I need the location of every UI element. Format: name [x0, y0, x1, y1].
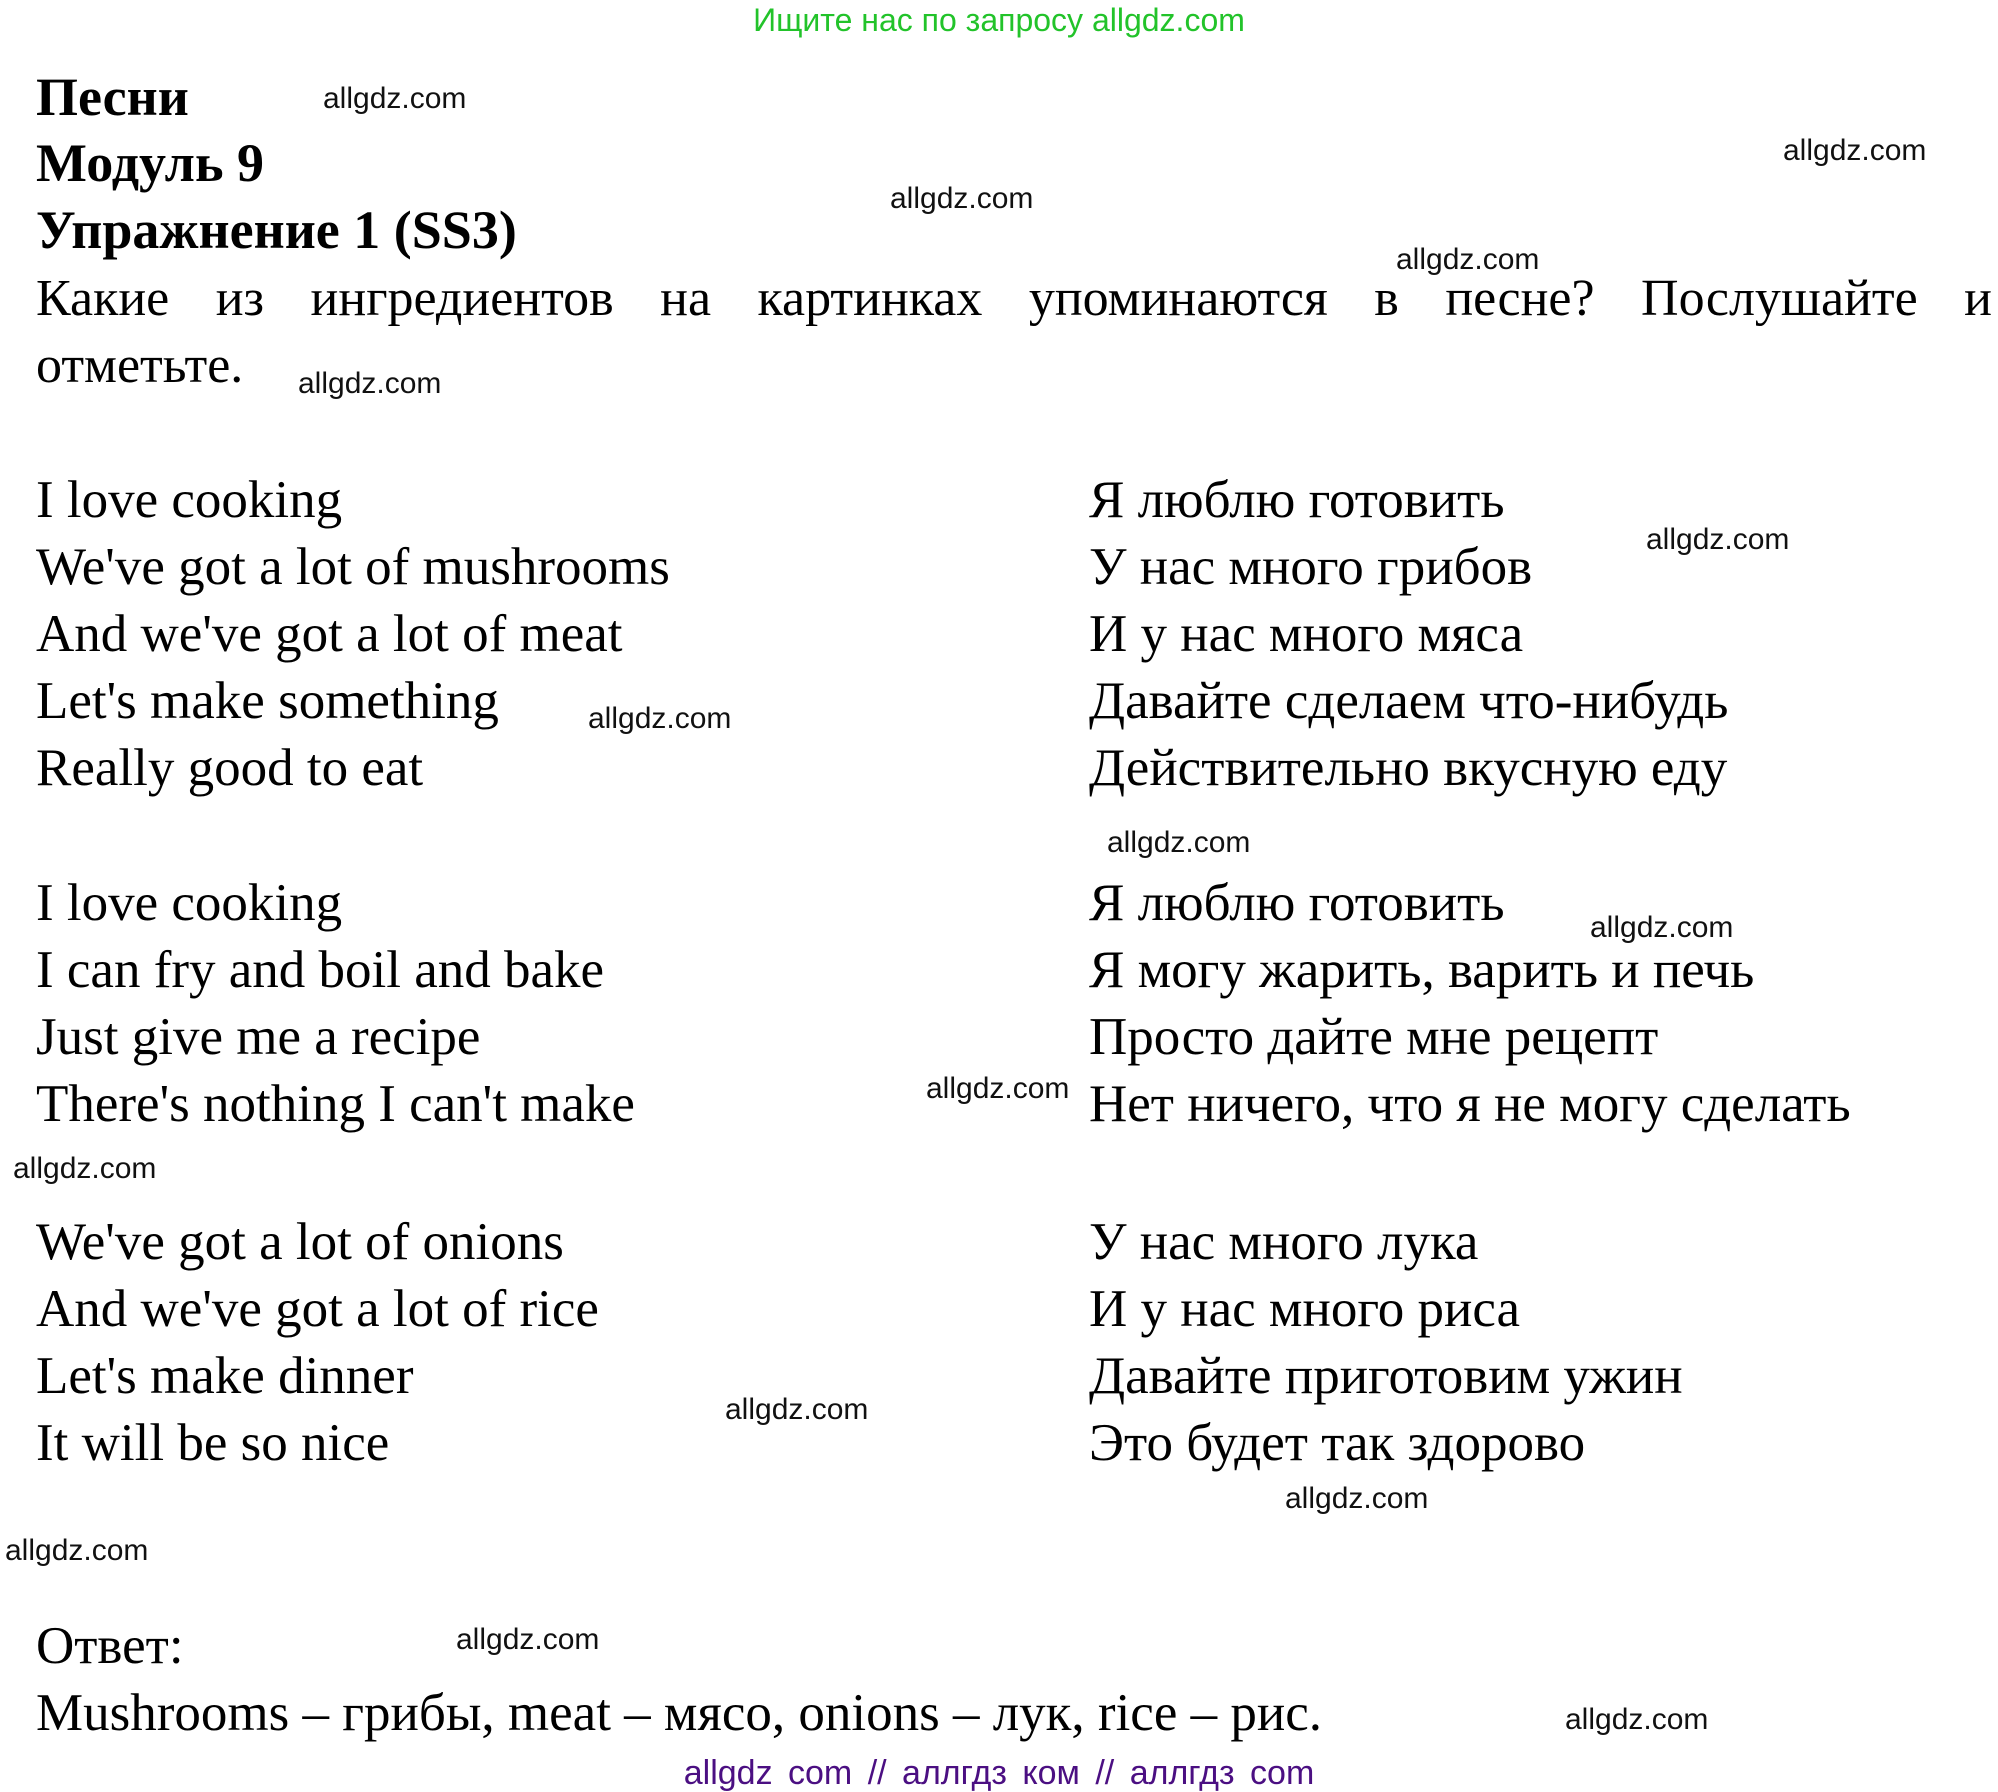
watermark: allgdz.com — [926, 1072, 1070, 1105]
lyric-ru: Давайте сделаем что-нибудь — [1089, 672, 1729, 730]
watermark: allgdz.com — [1646, 523, 1790, 556]
watermark: allgdz.com — [13, 1152, 157, 1185]
lyric-ru: И у нас много мяса — [1089, 605, 1524, 663]
lyric-ru: Я люблю готовить — [1089, 874, 1505, 932]
lyric-ru: Давайте приготовим ужин — [1089, 1347, 1683, 1405]
lyric-ru: Я люблю готовить — [1089, 471, 1505, 529]
watermark: allgdz.com — [5, 1534, 149, 1567]
lyric-en: We've got a lot of mushrooms — [36, 538, 670, 596]
lyric-ru: У нас много лука — [1089, 1213, 1479, 1271]
lyric-ru: У нас много грибов — [1089, 538, 1533, 596]
answer-text: Mushrooms – грибы, meat – мясо, onions – лук, rice – рис. — [36, 1684, 1322, 1742]
watermark: allgdz.com — [1565, 1703, 1709, 1736]
watermark: allgdz.com — [1107, 826, 1251, 859]
watermark: allgdz.com — [1783, 134, 1927, 167]
lyric-ru: И у нас много риса — [1089, 1280, 1521, 1338]
instruction-line-1: Какие из ингредиентов на картинках упоминаются в песне? Послушайте и — [36, 270, 1992, 327]
watermark: allgdz.com — [1285, 1482, 1429, 1515]
watermark: allgdz.com — [298, 367, 442, 400]
lyric-en: I love cooking — [36, 874, 343, 932]
lyric-ru: Просто дайте мне рецепт — [1089, 1008, 1659, 1066]
lyric-ru: Нет ничего, что я не могу сделать — [1089, 1075, 1851, 1133]
instruction-line-2: отметьте. — [36, 337, 244, 394]
watermark: allgdz.com — [588, 702, 732, 735]
answer-label: Ответ: — [36, 1617, 184, 1675]
lyric-en: I love cooking — [36, 471, 343, 529]
lyric-en: And we've got a lot of rice — [36, 1280, 599, 1338]
watermark: allgdz.com — [456, 1623, 600, 1656]
watermark: allgdz.com — [1396, 243, 1540, 276]
lyric-en: Just give me a recipe — [36, 1008, 481, 1066]
lyric-en: Really good to eat — [36, 739, 424, 797]
module-title: Модуль 9 — [36, 133, 265, 193]
lyric-en: Let's make dinner — [36, 1347, 414, 1405]
exercise-title: Упражнение 1 (SS3) — [36, 200, 517, 260]
lyric-en: It will be so nice — [36, 1414, 390, 1472]
lyric-en: I can fry and boil and bake — [36, 941, 605, 999]
lyric-en: There's nothing I can't make — [36, 1075, 635, 1133]
watermark: allgdz.com — [890, 182, 1034, 215]
watermark: allgdz.com — [323, 82, 467, 115]
lyric-en: We've got a lot of onions — [36, 1213, 564, 1271]
section-title: Песни — [36, 67, 189, 127]
lyric-ru: Это будет так здорово — [1089, 1414, 1586, 1472]
lyric-ru: Я могу жарить, варить и печь — [1089, 941, 1755, 999]
footer-watermark: allgdz com // аллгдз ком // аллгдз com — [683, 1754, 1315, 1792]
lyric-ru: Действительно вкусную еду — [1089, 739, 1728, 797]
lyric-en: Let's make something — [36, 672, 499, 730]
search-banner: Ищите нас по запросу allgdz.com — [753, 2, 1245, 38]
watermark: allgdz.com — [1590, 911, 1734, 944]
watermark: allgdz.com — [725, 1393, 869, 1426]
lyric-en: And we've got a lot of meat — [36, 605, 623, 663]
